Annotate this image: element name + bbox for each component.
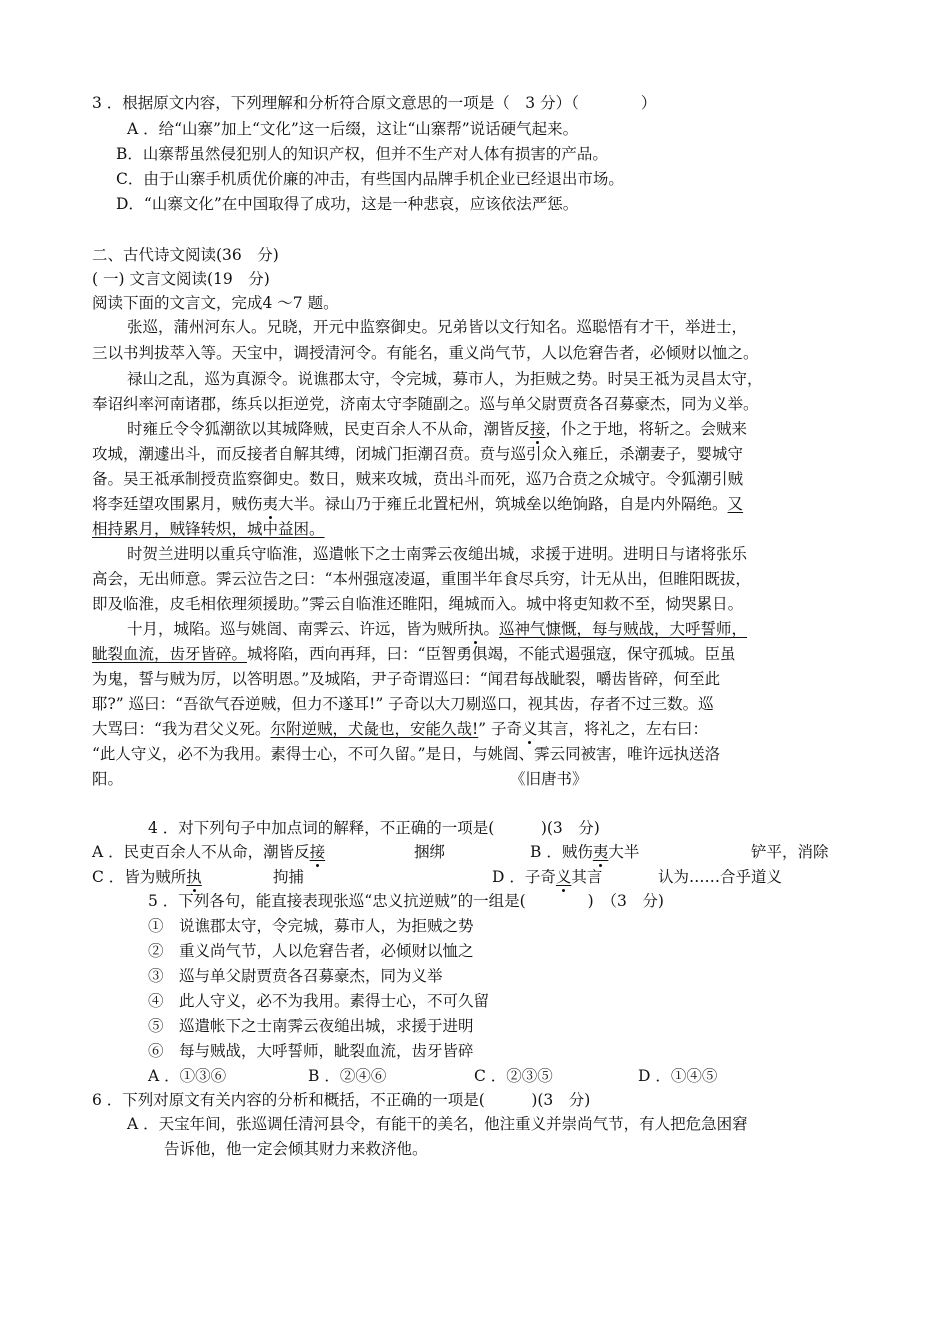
q5-item: ③ 巡与单父尉贾贲各召募豪杰，同为义举 — [148, 967, 443, 985]
passage-text: 大骂曰：“我为君父义死。 — [92, 720, 271, 738]
q3-stem: 3 ．根据原文内容，下列理解和分析符合原文意思的一项是（ 3 分）（ ） — [92, 94, 657, 112]
q4-option-d-answer: 认为……合乎道义 — [658, 868, 783, 886]
passage-line: 禄山之乱，巡为真源令。说谯郡太守，令完城，募市人，为拒贼之势。时吴王祗为灵昌太守， — [127, 370, 763, 388]
q6-option-a-cont: 告诉他，他一定会倾其财力来救济他。 — [164, 1140, 428, 1158]
passage-line: 攻城，潮遽出斗，而反接者自解其缚，闭城门拒潮召贲。贲与巡引众入雍丘，杀潮妻子，婴城守 — [92, 445, 744, 463]
passage-text: 其言，将礼之，左右曰： — [537, 720, 709, 738]
q5-option-c: C ．②③⑤ — [474, 1067, 553, 1085]
passage-line: 时贺兰进明以重兵守临淮，巡遣帐下之士南霁云夜缒出城，求援于进明。进明日与诸将张乐 — [127, 545, 748, 563]
underlined-sentence: 巡神气慷慨，每与贼战，大呼誓师， — [499, 620, 748, 638]
q4-option-d: D ．子奇义其言 — [492, 868, 603, 886]
dotted-word: 执 — [468, 620, 484, 638]
passage-line — [92, 518, 325, 540]
q5-stem: 5 ．下列各句，能直接表现张巡“忠义抗逆贼”的一组是( ) （3 分) — [148, 892, 664, 910]
passage-line — [127, 618, 747, 640]
passage-text: ” 子奇 — [478, 720, 523, 738]
q5-item: ⑥ 每与贼战，大呼誓师，眦裂血流，齿牙皆碎 — [148, 1042, 474, 1060]
underlined-sentence: 相持累月，贼锋转炽，城中益困。 — [92, 520, 325, 538]
passage-line — [127, 418, 747, 440]
passage-line: 阳。 — [92, 770, 124, 788]
passage-line — [92, 718, 708, 740]
q4-stem: 4 ．对下列句子中加点词的解释，不正确的一项是( )(3 分) — [148, 819, 600, 837]
dotted-word: 接 — [309, 843, 326, 861]
passage-source: 《旧唐书》 — [510, 770, 588, 788]
passage-text: 城将陷，西向再拜，曰：“臣智勇俱竭，不能式遏强寇，保守孤城。臣虽 — [247, 645, 736, 663]
q3-option-a: A ．给“山寨”加上“文化”这一后缀，这让“山寨帮”说话硬气起来。 — [127, 120, 579, 138]
q4-option-c-answer: 拘捕 — [273, 868, 305, 886]
q4-option-a: A ．民吏百余人不从命，潮皆反接 — [92, 843, 326, 861]
passage-line: 三以书判拔萃入等。天宝中，调授清河令。有能名，重义尚气节，人以危窘告者，必倾财以恤之。 — [92, 344, 759, 362]
passage-line: “此人守义，必不为我用。素得士心，不可久留。”是日，与姚訚、霁云同被害，唯许远执送洛 — [92, 745, 721, 763]
dotted-word: 义 — [522, 720, 538, 738]
q4-option-b-answer: 铲平，消除 — [751, 843, 829, 861]
passage-text: 时雍丘令令狐潮欲以其城降贼，民吏百余人不从命，潮皆反 — [127, 420, 531, 438]
passage-text: 大半。禄山乃于雍丘北置杞州，筑城垒以绝饷路，自是内外隔绝。 — [278, 495, 728, 513]
dotted-word: 夷 — [262, 495, 279, 513]
q4-option-b: B ．贼伤夷大半 — [530, 843, 640, 861]
passage-line: 为鬼，誓与贼为厉，以答明恩。”及城陷，尹子奇谓巡曰：“闻君每战眦裂，嚼齿皆碎，何至此 — [92, 670, 721, 688]
q5-item: ① 说谯郡太守，令完城，募市人，为拒贼之势 — [148, 917, 474, 935]
passage-line — [92, 493, 743, 515]
q3-option-d: D．“山寨文化”在中国取得了成功，这是一种悲哀，应该依法严惩。 — [116, 195, 579, 213]
q3-option-c: C．由于山寨手机质优价廉的冲击，有些国内品牌手机企业已经退出市场。 — [116, 170, 624, 188]
q5-option-b: B ．②④⑥ — [308, 1067, 387, 1085]
passage-text: ，仆之于地，将斩之。会贼来 — [545, 420, 748, 438]
q5-item: ⑤ 巡遣帐下之士南霁云夜缒出城，求援于进明 — [148, 1017, 474, 1035]
q4-option-a-answer: 捆绑 — [414, 843, 446, 861]
passage-text: 十月，城陷。巡与姚訚、南霁云、许远，皆为贼所 — [127, 620, 469, 638]
q5-item: ② 重义尚气节，人以危窘告者，必倾财以恤之 — [148, 942, 474, 960]
q3-option-b: B．山寨帮虽然侵犯别人的知识产权，但并不生产对人体有损害的产品。 — [116, 145, 608, 163]
q6-stem: 6 ．下列对原文有关内容的分析和概括，不正确的一项是( )(3 分) — [92, 1091, 591, 1109]
dotted-word: 接 — [530, 420, 546, 438]
passage-line: 高会，无出师意。霁云泣告之曰：“本州强寇凌逼，重围半年食尽兵穷，计无从出，但睢阳既拔， — [92, 570, 751, 588]
dotted-word: 执 — [186, 868, 202, 886]
passage-line: 耶?” 巡曰：“吾欲气吞逆贼，但力不遂耳!” 子奇以大刀剔巡口，视其齿，存者不过三数。巡 — [92, 695, 714, 713]
passage-line: 备。吴王祗承制授贲监察御史。数日，贼来攻城，贲出斗而死，巡乃合贲之众城守。令狐潮引贼 — [92, 470, 744, 488]
underlined-sentence: 又 — [727, 495, 744, 513]
dotted-word: 夷 — [592, 843, 609, 861]
q5-item: ④ 此人守义，必不为我用。素得士心，不可久留 — [148, 992, 490, 1010]
q5-option-d: D ．①④⑤ — [638, 1067, 718, 1085]
passage-line: 张巡，蒲州河东人。兄晓，开元中监察御史。兄弟皆以文行知名。巡聪悟有才干，举进士， — [127, 318, 748, 336]
section-title: 二、古代诗文阅读(36 分) — [92, 246, 279, 264]
reading-instruction: 阅读下面的文言文，完成4 ～7 题。 — [92, 294, 339, 312]
underlined-sentence: 眦裂血流，齿牙皆碎。 — [92, 645, 248, 663]
subsection-title: ( 一) 文言文阅读(19 分) — [92, 270, 270, 288]
passage-line — [92, 643, 735, 665]
q6-option-a: A ．天宝年间，张巡调任清河县令，有能干的美名，他注重义并崇尚气节，有人把危急困窘 — [127, 1115, 748, 1133]
passage-line: 即及临淮，皮毛相依理须援助。”霁云自临淮还睢阳，绳城而入。城中将吏知救不至，恸哭累日。 — [92, 595, 744, 613]
passage-text: 将李廷望攻围累月，贼伤 — [92, 495, 263, 513]
q4-option-c: C ．皆为贼所执 — [92, 868, 202, 886]
q5-option-a: A ．①③⑥ — [148, 1067, 227, 1085]
dotted-word: 义 — [555, 868, 572, 886]
underlined-sentence: 尔附逆贼，犬彘也，安能久哉! — [270, 720, 479, 738]
passage-text: 。 — [483, 620, 500, 638]
passage-line: 奉诏纠率河南诸郡，练兵以拒逆党，济南太守李随副之。巡与单父尉贾贲各召募豪杰，同为义举。 — [92, 395, 759, 413]
